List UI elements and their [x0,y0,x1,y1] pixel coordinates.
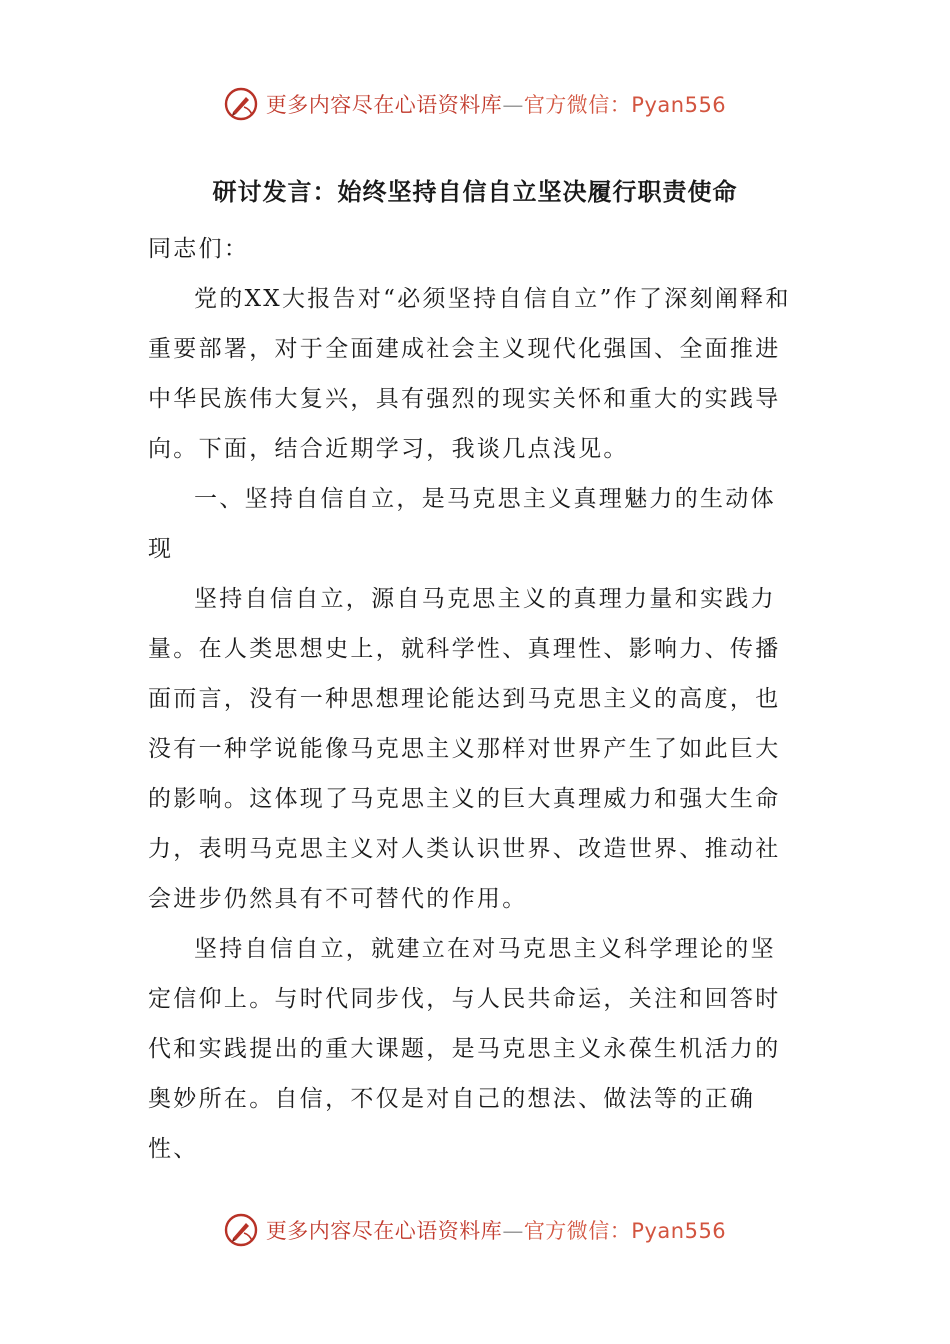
banner-text: 更多内容尽在心语资料库—官方微信：Pyan556 [265,1219,727,1243]
paragraph-intro: 党的XX大报告对“必须坚持自信自立”作了深刻阐释和重要部署，对于全面建成社会主义现代化强国、全面推进中华民族伟大复兴，具有强烈的现实关怀和重大的实践导向。下面，结合近期学习，我谈几点浅见。 [148,286,791,462]
paragraph: 坚持自信自立，就建立在对马克思主义科学理论的坚定信仰上。与时代同步伐，与人民共命运，关注和回答时代和实践提出的重大课题，是马克思主义永葆生机活力的奥妙所在。自信，不仅是对自己的想法、做法等的正确性、 [148,936,781,1162]
document-body [148,224,794,1174]
banner-text: 更多内容尽在心语资料库—官方微信：Pyan556 [265,93,727,117]
section-heading: 一、坚持自信自立，是马克思主义真理魅力的生动体现 [148,486,776,562]
pen-logo-icon [224,87,258,121]
document-title: 研讨发言：始终坚持自信自立坚决履行职责使命 [212,177,738,206]
footer-banner [0,1210,950,1250]
pen-logo-icon [224,1213,258,1247]
header-banner [0,84,950,124]
paragraph: 坚持自信自立，源自马克思主义的真理力量和实践力量。在人类思想史上，就科学性、真理性、影响力、传播面而言，没有一种思想理论能达到马克思主义的高度，也没有一种学说能像马克思主义那样对世界产生了如此巨大的影响。这体现了马克思主义的巨大真理威力和强大生命力，表明马克思主义对人类认识世界、改造世界、推动社会进步仍然具有不可替代的作用。 [148,586,781,912]
greeting: 同志们： [148,236,250,262]
